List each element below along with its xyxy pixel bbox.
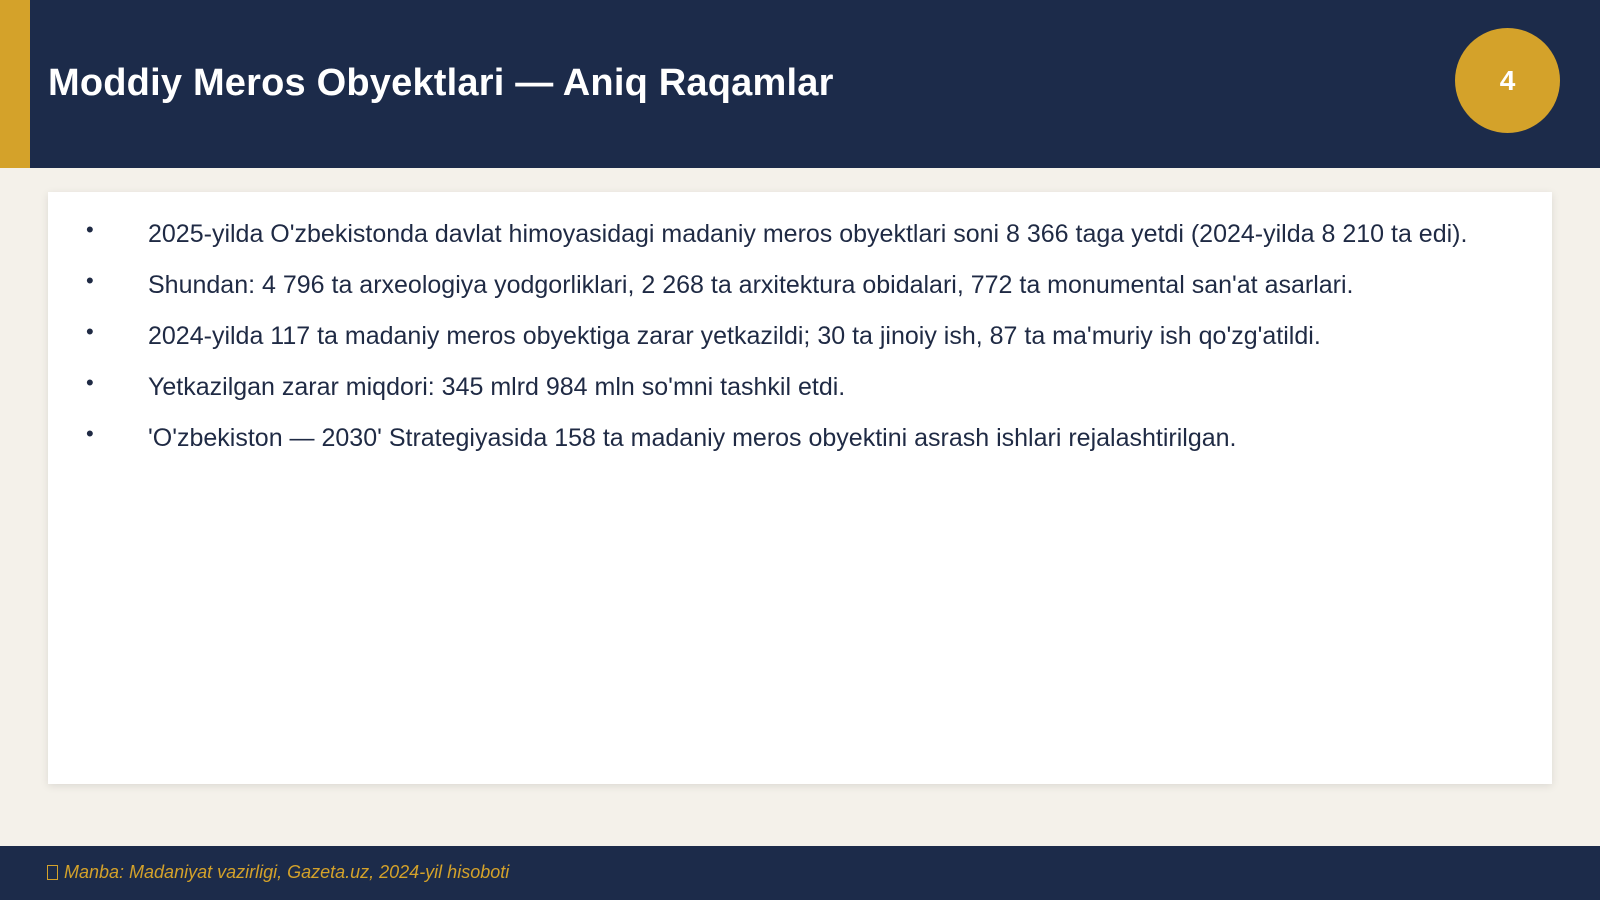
bullet-item — [48, 420, 1552, 456]
source-citation: Manba: Madaniyat vazirligi, Gazeta.uz, 2024-yil hisoboti — [64, 862, 510, 882]
bullet-text: 2025-yilda O'zbekistonda davlat himoyasidagi madaniy meros obyektlari soni 8 366 taga yetdi (2024-yilda 8 210 ta edi). — [148, 220, 1468, 248]
bullet-item — [48, 318, 1552, 354]
slide-header — [0, 0, 1600, 168]
slide-title: Moddiy Meros Obyektlari — Aniq Raqamlar — [48, 62, 834, 104]
page-number-badge: 4 — [1455, 28, 1560, 133]
bullet-dot: • — [86, 421, 94, 446]
bullet-item — [48, 267, 1552, 303]
accent-bar — [0, 0, 30, 168]
bullet-dot: • — [86, 370, 94, 395]
bullet-text: Shundan: 4 796 ta arxeologiya yodgorliklari, 2 268 ta arxitektura obidalari, 772 ta monumental san'at asarlari. — [148, 271, 1354, 299]
bullet-list — [48, 216, 1552, 471]
bullet-dot: • — [86, 217, 94, 242]
bullet-item — [48, 216, 1552, 252]
book-icon — [47, 865, 58, 880]
bullet-text: 2024-yilda 117 ta madaniy meros obyektiga zarar yetkazildi; 30 ta jinoiy ish, 87 ta ma'muriy ish qo'zg'atildi. — [148, 322, 1321, 350]
content-card — [48, 192, 1552, 784]
bullet-text: 'O'zbekiston — 2030' Strategiyasida 158 ta madaniy meros obyektini asrash ishlari rejalashtirilgan. — [148, 424, 1237, 452]
bullet-dot: • — [86, 319, 94, 344]
bullet-item — [48, 369, 1552, 405]
bullet-text: Yetkazilgan zarar miqdori: 345 mlrd 984 mln so'mni tashkil etdi. — [148, 373, 846, 401]
slide-footer — [0, 846, 1600, 900]
bullet-dot: • — [86, 268, 94, 293]
